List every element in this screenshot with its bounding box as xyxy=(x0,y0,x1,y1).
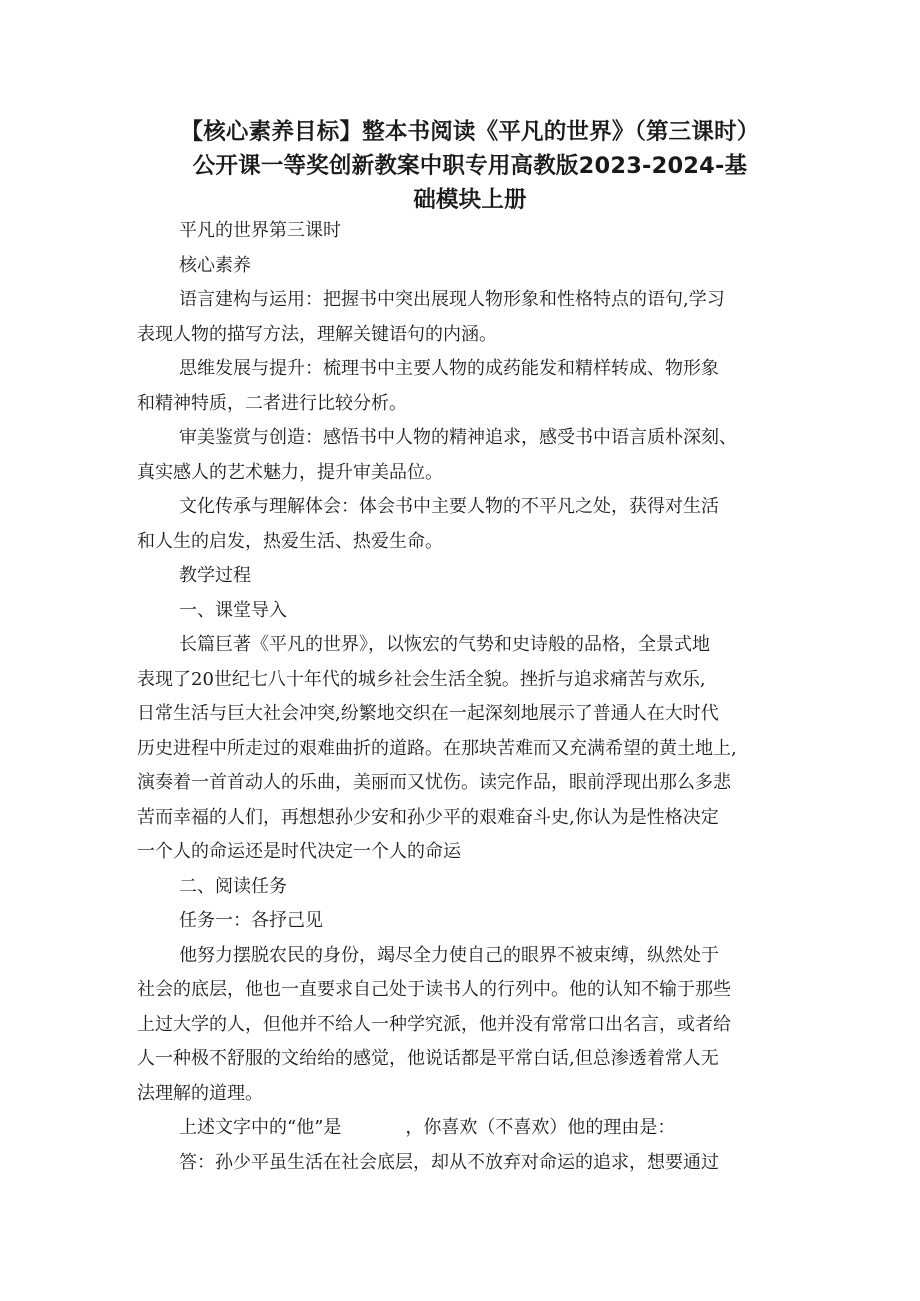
document-title xyxy=(130,115,810,217)
body-line: 思维发展与提升：梳理书中主要人物的成药能发和精样转成、物形象 xyxy=(179,358,719,379)
answer-line: 答：孙少平虽生活在社会底层，却从不放弃对命运的追求，想要通过 xyxy=(179,1151,719,1173)
body-line: 苦而幸福的人们，再想想孙少安和孙少平的艰难奋斗史,你认为是性格决定 xyxy=(137,806,719,828)
question-text-part2: ，你喜欢（不喜欢）他的理由是： xyxy=(405,1117,676,1138)
title-line-1: 【核心素养目标】整本书阅读《平凡的世界》（第三课时） xyxy=(180,119,760,145)
body-line: 和人生的启发，热爱生活、热爱生命。 xyxy=(137,530,443,552)
body-line: 社会的底层，他也一直要求自己处于读书人的行列中。他的认知不输于那些 xyxy=(137,979,731,1000)
body-line: 演奏着一首首动人的乐曲，美丽而又忧伤。读完作品，眼前浮现出那么多悲 xyxy=(137,772,731,793)
body-line: 教学过程 xyxy=(179,565,251,586)
body-line: 一个人的命运还是时代决定一个人的命运 xyxy=(137,841,461,862)
body-line: 长篇巨著《平凡的世界》，以恢宏的气势和史诗般的品格，全景式地 xyxy=(179,634,710,655)
body-line: 语言建构与运用：把握书中突出展现人物形象和性格特点的语句,学习 xyxy=(179,289,725,310)
body-line: 人一种极不舒服的文绐绐的感觉，他说话都是平常白话,但总渗透着常人无 xyxy=(137,1048,719,1069)
body-line: 表现了20世纪七八十年代的城乡社会生活全貌。挫折与追求痛苦与欢乐, xyxy=(137,668,706,690)
body-line: 他努力摆脱农民的身份，竭尽全力使自己的眼界不被束缚，纵然处于 xyxy=(179,944,719,966)
body-line: 文化传承与理解体会：体会书中主要人物的不平凡之处，获得对生活 xyxy=(179,496,719,517)
question-line xyxy=(137,1111,797,1146)
body-line: 日常生活与巨大社会冲突,纷繁地交织在一起深刻地展示了普通人在大时代 xyxy=(137,703,719,724)
document-body xyxy=(137,214,797,1180)
question-text-part1: 上述文字中的“他”是 xyxy=(179,1117,342,1138)
body-line: 一、课堂导入 xyxy=(179,599,287,621)
body-line: 表现人物的描写方法，理解关键语句的内涵。 xyxy=(137,323,497,345)
body-line: 历史进程中所走过的艰难曲折的道路。在那块苦难而又充满希望的黄土地上, xyxy=(137,737,737,759)
body-line: 审美鉴赏与创造：感悟书中人物的精神追求，感受书中语言质朴深刻、 xyxy=(179,427,737,448)
body-line: 法理解的道理。 xyxy=(137,1082,263,1104)
title-line-3: 础模块上册 xyxy=(413,187,527,213)
body-line: 上过大学的人，但他并不给人一种学究派，他并没有常常口出名言，或者给 xyxy=(137,1013,731,1035)
body-line: 平凡的世界第三课时 xyxy=(179,220,341,241)
title-line-2: 公开课一等奖创新教案中职专用高教版2023-2024-基 xyxy=(192,153,748,179)
body-line: 真实感人的艺术魅力，提升审美品位。 xyxy=(137,461,443,483)
body-line: 和精神特质，二者进行比较分析。 xyxy=(137,392,407,414)
body-line: 二、阅读任务 xyxy=(179,875,287,897)
body-line: 核心素养 xyxy=(179,254,251,276)
body-line: 任务一：各抒己见 xyxy=(179,910,323,931)
